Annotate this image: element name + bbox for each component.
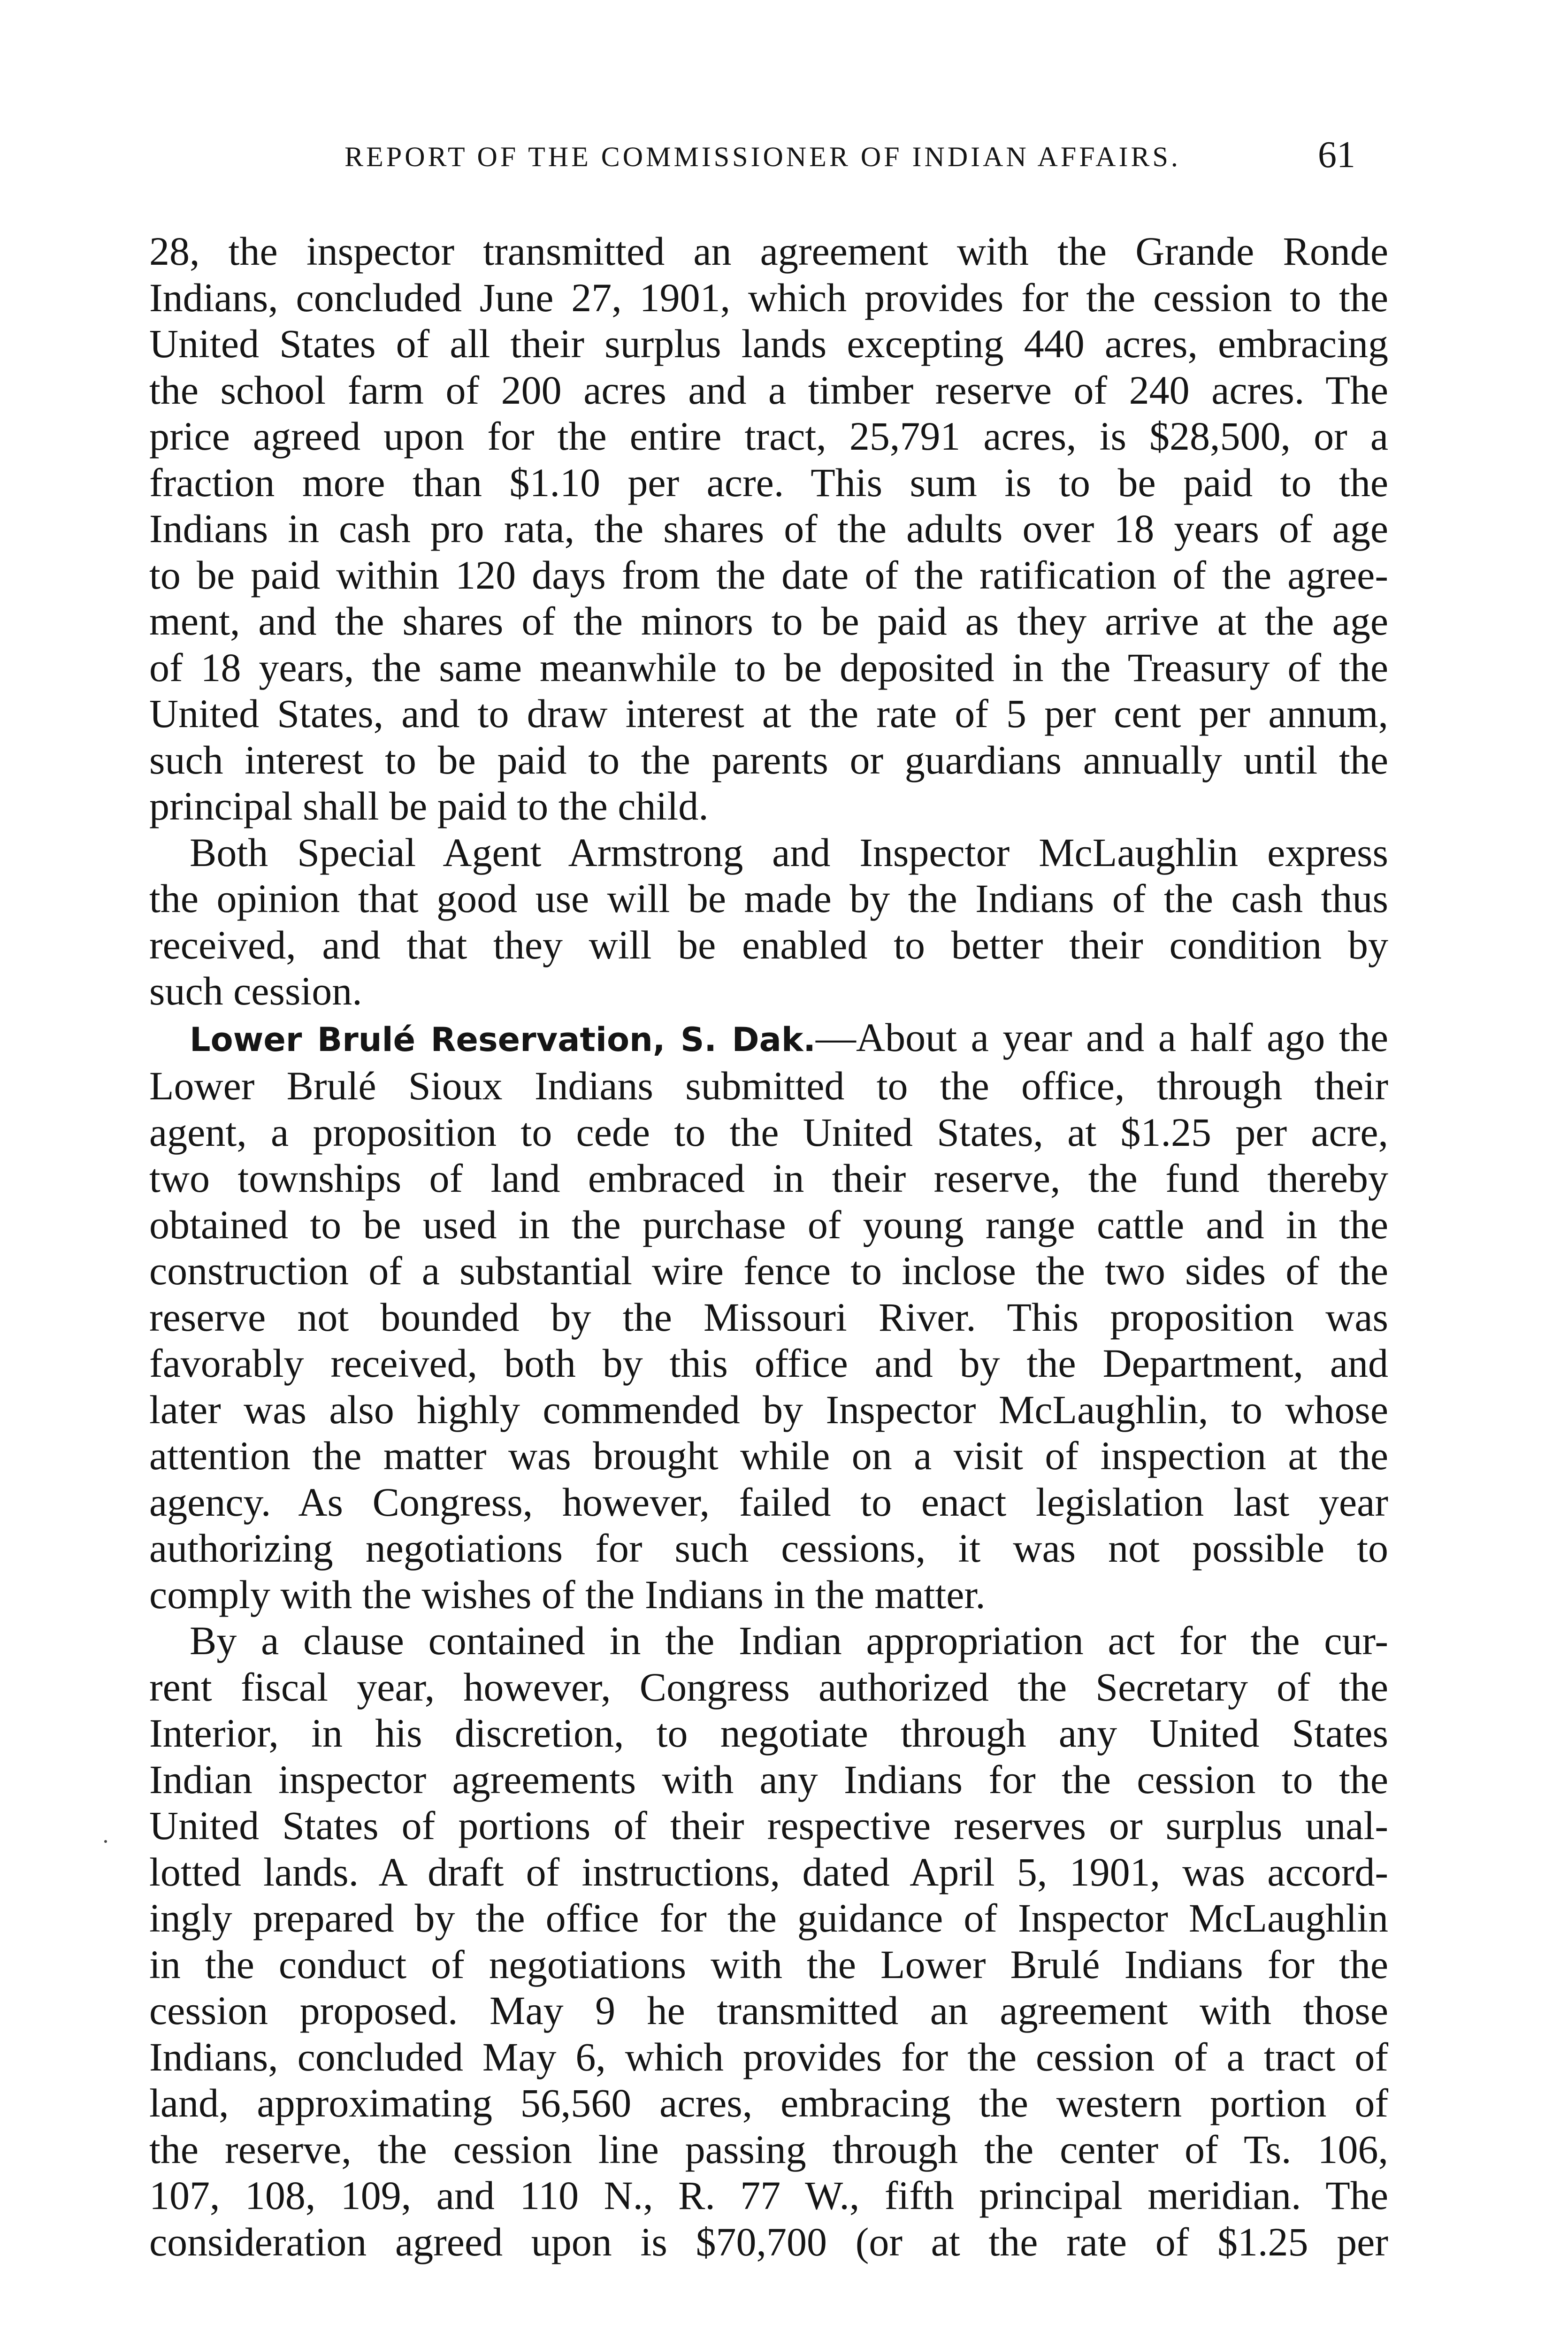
text-line: United States of portions of their respective reserves or surplus unal- — [149, 1803, 1388, 1848]
paragraph-lower-brule — [149, 1014, 1388, 1618]
text-line: 28, the inspector transmitted an agreement with the Grande Ronde — [149, 229, 1388, 274]
text-line: such interest to be paid to the parents or guardians annually until the — [149, 737, 1388, 782]
text-line: received, and that they will be enabled to better their condition by — [149, 922, 1388, 967]
text-line: United States, and to draw interest at the rate of 5 per cent per annum, — [149, 691, 1388, 736]
text-line: cession proposed. May 9 he transmitted an agreement with those — [149, 1988, 1388, 2033]
heading-line-rest: —About a year and a half ago the — [816, 1014, 1388, 1060]
text-line: ment, and the shares of the minors to be paid as they arrive at the age — [149, 598, 1388, 644]
text-line: the reserve, the cession line passing through the center of Ts. 106, — [149, 2126, 1388, 2172]
text-line: two townships of land embraced in their reserve, the fund thereby — [149, 1156, 1388, 1201]
text-line: construction of a substantial wire fence to inclose the two sides of the — [149, 1248, 1388, 1293]
text-line: obtained to be used in the purchase of young range cattle and in the — [149, 1202, 1388, 1247]
scan-speck — [104, 1840, 107, 1843]
text-line: fraction more than $1.10 per acre. This sum is to be paid to the — [149, 460, 1388, 505]
text-line: By a clause contained in the Indian appropriation act for the cur- — [190, 1618, 1388, 1663]
section-heading: Lower Brulé Reservation, S. Dak. — [190, 1020, 816, 1059]
text-line: price agreed upon for the entire tract, 25,791 acres, is $28,500, or a — [149, 414, 1388, 459]
text-line: the opinion that good use will be made by the Indians of the cash thus — [149, 876, 1388, 921]
body-text — [149, 228, 1388, 2265]
text-line: 107, 108, 109, and 110 N., R. 77 W., fifth principal meridian. The — [149, 2173, 1388, 2218]
text-line: lotted lands. A draft of instructions, dated April 5, 1901, was accord- — [149, 1849, 1388, 1894]
running-head: REPORT OF THE COMMISSIONER OF INDIAN AFFAIRS. — [344, 141, 1181, 172]
text-line: of 18 years, the same meanwhile to be deposited in the Treasury of the — [149, 644, 1388, 690]
text-line: Indians, concluded May 6, which provides for the cession of a tract of — [149, 2034, 1388, 2079]
text-line: such cession. — [149, 968, 362, 1013]
text-line — [149, 1014, 1388, 1063]
text-line: ingly prepared by the office for the guidance of Inspector McLaughlin — [149, 1895, 1388, 1940]
text-line: Interior, in his discretion, to negotiate through any United States — [149, 1710, 1388, 1756]
text-line: United States of all their surplus lands excepting 440 acres, embracing — [149, 321, 1388, 366]
text-line: land, approximating 56,560 acres, embracing the western portion of — [149, 2080, 1388, 2125]
text-line: agency. As Congress, however, failed to enact legislation last year — [149, 1479, 1388, 1525]
text-line: reserve not bounded by the Missouri River. This proposition was — [149, 1294, 1388, 1340]
paragraph-appropriation-act — [149, 1618, 1388, 2265]
text-line: favorably received, both by this office and by the Department, and — [149, 1341, 1388, 1386]
text-line: later was also highly commended by Inspector McLaughlin, to whose — [149, 1387, 1388, 1432]
text-line: in the conduct of negotiations with the Lower Brulé Indians for the — [149, 1941, 1388, 1987]
text-line: consideration agreed upon is $70,700 (or at the rate of $1.25 per — [149, 2219, 1388, 2264]
text-line: to be paid within 120 days from the date of the ratification of the agree- — [149, 552, 1388, 598]
text-line: agent, a proposition to cede to the United States, at $1.25 per acre, — [149, 1109, 1388, 1155]
text-line: Lower Brulé Sioux Indians submitted to the office, through their — [149, 1063, 1388, 1108]
text-line: authorizing negotiations for such cessions, it was not possible to — [149, 1526, 1388, 1571]
text-line: the school farm of 200 acres and a timber reserve of 240 acres. The — [149, 367, 1388, 413]
text-line: Indians in cash pro rata, the shares of the adults over 18 years of age — [149, 506, 1388, 551]
text-line: rent fiscal year, however, Congress authorized the Secretary of the — [149, 1664, 1388, 1710]
text-line: comply with the wishes of the Indians in the matter. — [149, 1572, 986, 1617]
text-line: Both Special Agent Armstrong and Inspector McLaughlin express — [190, 829, 1388, 875]
paragraph-grande-ronde — [149, 228, 1388, 829]
text-line: Indian inspector agreements with any Indians for the cession to the — [149, 1756, 1388, 1802]
paragraph-opinion — [149, 829, 1388, 1014]
text-line: Indians, concluded June 27, 1901, which provides for the cession to the — [149, 275, 1388, 320]
page-number: 61 — [1318, 134, 1355, 176]
text-line: principal shall be paid to the child. — [149, 783, 709, 828]
text-line: attention the matter was brought while on a visit of inspection at the — [149, 1433, 1388, 1478]
